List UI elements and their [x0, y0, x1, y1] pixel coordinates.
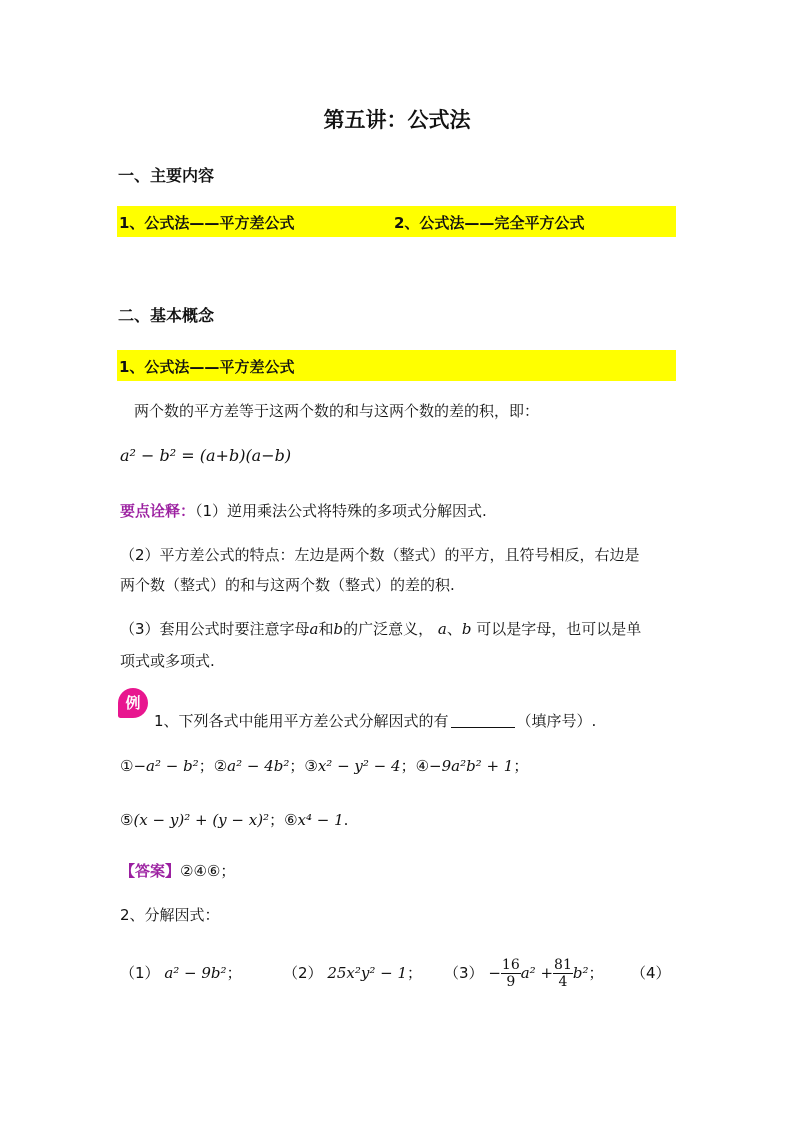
q2-part-3-end: ；	[588, 964, 604, 982]
q2-part-4: （4）	[631, 964, 671, 982]
note3-sep: 、	[446, 620, 462, 638]
highlight-bar-subheading	[117, 350, 676, 381]
fraction-2-denominator: 4	[558, 974, 568, 990]
example-question-2: 2、分解因式：	[120, 906, 220, 924]
q2-part-3-label: （3）	[444, 964, 484, 982]
q2-part-2-label: （2）	[283, 964, 323, 982]
definition-text: 两个数的平方差等于这两个数的和与这两个数的差的积，即：	[134, 402, 540, 420]
keypoint-note-2-line-1: （2）平方差公式的特点：左边是两个数（整式）的平方，且符号相反，右边是	[120, 546, 640, 564]
answer-value: ②④⑥；	[180, 862, 236, 880]
fraction-1-numerator: 16	[501, 957, 520, 973]
fraction-16-9	[501, 957, 521, 990]
note3-text-a: （3）套用公式时要注意字母	[120, 620, 310, 638]
content-item-1: 1、公式法——平方差公式	[119, 214, 295, 232]
q2-part-3-mid: a² +	[520, 964, 554, 982]
keypoint-note-2-line-2: 两个数（整式）的和与这两个数（整式）的差的积.	[120, 576, 455, 594]
option-marker-3: ；③	[289, 757, 318, 775]
option-expr-3: x² − y² − 4	[317, 757, 401, 775]
formula-difference-of-squares: a² − b² = (a+b)(a−b)	[120, 446, 292, 465]
q2-part-1-expr: a² − 9b²	[164, 964, 227, 982]
q2-part-2-end: ；	[407, 964, 423, 982]
q2-part-1-label: （1）	[120, 964, 160, 982]
option-expr-1: −a² − b²	[133, 757, 199, 775]
options-line-2	[120, 805, 348, 835]
option-expr-5: (x − y)² + (y − x)²	[133, 811, 270, 829]
option-end-2: .	[343, 811, 349, 829]
q2-part-3-sign: −	[488, 964, 501, 982]
q1-prefix: 1、下列各式中能用平方差公式分解因式的有	[154, 712, 449, 730]
q2-part-2	[283, 958, 422, 988]
var-a-2: a	[437, 620, 447, 638]
sub-heading: 1、公式法——平方差公式	[119, 358, 295, 376]
keypoint-note-3-line-1	[120, 614, 641, 644]
option-marker-4: ；④	[400, 757, 430, 775]
answer-label: 【答案】	[120, 862, 181, 880]
option-marker-2: ；②	[198, 757, 228, 775]
option-marker-1: ①	[120, 757, 134, 775]
q2-part-1-end: ；	[226, 964, 242, 982]
note3-text-c: 可以是字母，也可以是单	[476, 620, 642, 638]
options-line-1	[120, 751, 528, 781]
section-heading-basic-concepts: 二、基本概念	[118, 306, 215, 325]
q2-part-3	[444, 955, 604, 991]
q2-part-1	[120, 958, 242, 988]
q2-part-3-tail: b²	[572, 964, 589, 982]
example-badge-icon: 例	[118, 688, 148, 718]
keypoint-note-3-line-2: 项式或多项式.	[120, 652, 215, 670]
note3-text-b: 的广泛意义，	[343, 620, 434, 638]
keypoint-label: 要点诠释：	[120, 502, 196, 520]
keypoint-note-1: （1）逆用乘法公式将特殊的多项式分解因式.	[195, 502, 487, 520]
content-item-2: 2、公式法——完全平方公式	[394, 214, 585, 232]
option-expr-6: x⁴ − 1	[297, 811, 344, 829]
fraction-81-4	[553, 957, 573, 990]
var-a: a	[309, 620, 319, 638]
section-heading-main-content: 一、主要内容	[118, 166, 215, 185]
q2-part-2-expr: 25x²y² − 1	[327, 964, 408, 982]
fraction-2-numerator: 81	[554, 957, 572, 973]
var-b: b	[333, 620, 344, 638]
note3-and: 和	[318, 620, 334, 638]
option-expr-4: −9a²b² + 1	[429, 757, 514, 775]
option-marker-6: ；⑥	[269, 811, 298, 829]
var-b-2: b	[461, 620, 472, 638]
answer-blank	[451, 713, 515, 728]
option-expr-2: a² − 4b²	[227, 757, 290, 775]
q1-suffix: （填序号）.	[516, 712, 597, 730]
keypoint-line-1	[120, 496, 487, 526]
example-question-1	[154, 706, 596, 736]
highlight-bar-main-content	[117, 206, 676, 237]
option-marker-5: ⑤	[120, 811, 134, 829]
answer-line	[120, 856, 235, 886]
option-end-1: ；	[513, 757, 529, 775]
page-title: 第五讲：公式法	[323, 107, 471, 132]
fraction-1-denominator: 9	[506, 974, 516, 990]
